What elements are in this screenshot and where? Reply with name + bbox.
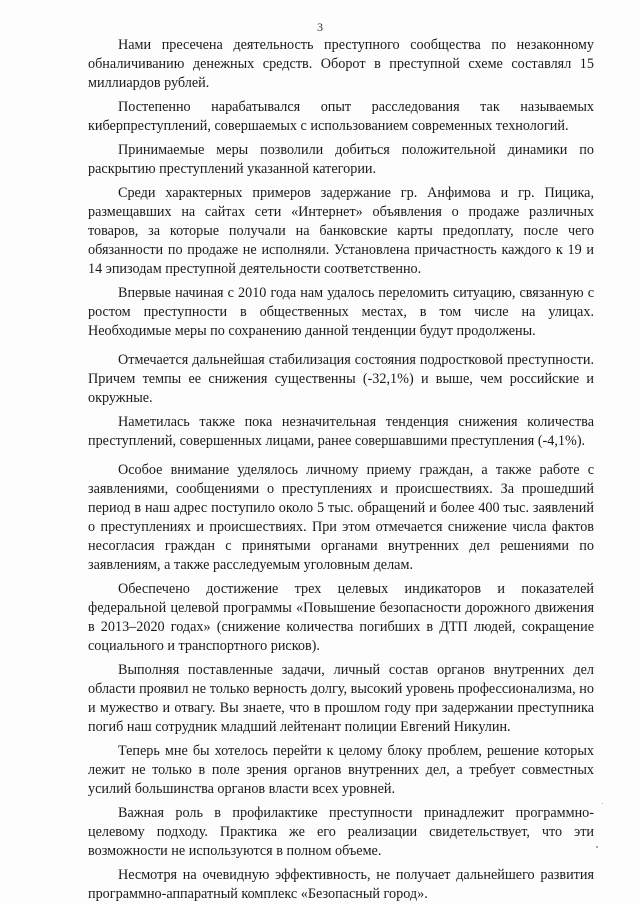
- paragraph: Среди характерных примеров задержание гр. Анфимова и гр. Пицика, размещавших на сайтах сети «Интернет» объявления о продаже различных товаров, за которые получали на банковские карты предоплату, после чего обязанности по продаже не исполняли. Установлена причастность каждого к 19 и 14 эпизодам преступной деятельности соответственно.: [88, 185, 594, 277]
- paragraph: Впервые начиная с 2010 года нам удалось переломить ситуацию, связанную с ростом преступности в общественных местах, в том числе на улицах. Необходимые меры по сохранению данной тенденции будут продолжены.: [88, 285, 594, 339]
- paragraph: Нами пресечена деятельность преступного сообщества по незаконному обналичиванию денежных средств. Оборот в преступной схеме составлял 15 миллиардов рублей.: [88, 37, 594, 91]
- paragraph: Принимаемые меры позволили добиться положительной динамики по раскрытию преступлений указанной категории.: [88, 142, 594, 177]
- paragraph: Обеспечено достижение трех целевых индикаторов и показателей федеральной целевой программы «Повышение безопасности дорожного движения в 2013–2020 годах» (снижение количества погибших в ДТП людей, сокращение социального и транспортного рисков).: [88, 581, 594, 654]
- paragraph: Особое внимание уделялось личному приему граждан, а также работе с заявлениями, сообщениями о преступлениях и происшествиях. За прошедший период в наш адрес поступило около 5 тыс. обращений и более 400 тыс. заявлений о преступлениях и происшествиях. При этом отмечается снижение числа фактов несогласия граждан с принятыми органами внутренних дел решениями по заявлениям, а также расследуемым уголовным делам.: [88, 462, 594, 573]
- paragraph: Наметилась также пока незначительная тенденция снижения количества преступлений, совершенных лицами, ранее совершавшими преступления (-4,1%).: [88, 414, 594, 449]
- paragraph: Несмотря на очевидную эффективность, не получает дальнейшего развития программно-аппаратный комплекс «Безопасный город».: [88, 867, 594, 902]
- paragraph: Теперь мне бы хотелось перейти к целому блоку проблем, решение которых лежит не только в поле зрения органов внутренних дел, а требует совместных усилий большинства органов власти всех уровней.: [88, 743, 594, 797]
- scan-speck: [596, 846, 598, 848]
- page-number: 3: [317, 20, 323, 34]
- document-body: [88, 36, 594, 909]
- scan-speck: [602, 803, 603, 804]
- paragraph: Выполняя поставленные задачи, личный состав органов внутренних дел области проявил не только верность долгу, высокий уровень профессионализма, но и мужество и отвагу. Вы знаете, что в прошлом году при задержании преступника погиб наш сотрудник младший лейтенант полиции Евгений Никулин.: [88, 662, 594, 735]
- paragraph: Отмечается дальнейшая стабилизация состояния подростковой преступности. Причем темпы ее снижения существенны (-32,1%) и выше, чем российские и окружные.: [88, 352, 594, 406]
- paragraph: Постепенно нарабатывался опыт расследования так называемых киберпреступлений, совершаемых с использованием современных технологий.: [88, 99, 594, 134]
- paragraph: Важная роль в профилактике преступности принадлежит программно-целевому подходу. Практика же его реализации свидетельствует, что эти возможности не используются в полном объеме.: [88, 805, 594, 859]
